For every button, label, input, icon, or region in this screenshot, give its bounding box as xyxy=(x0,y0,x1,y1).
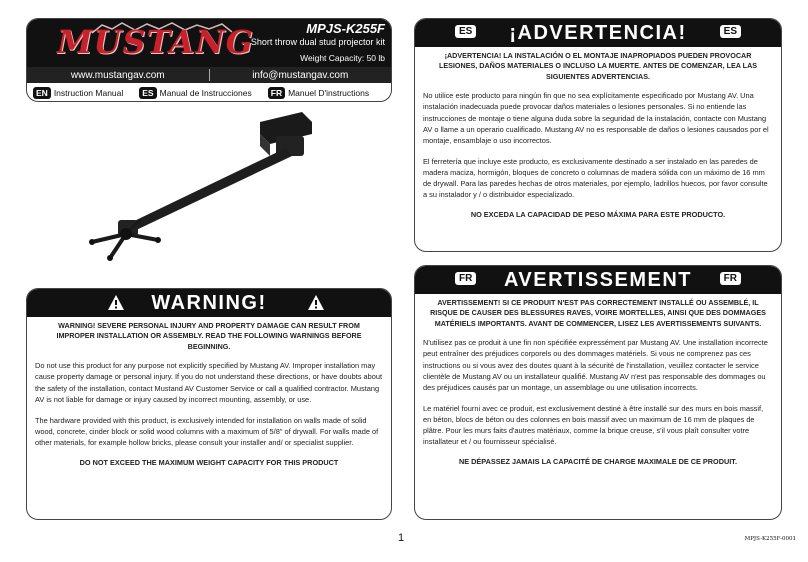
lang-label: Manuel D'instructions xyxy=(288,88,370,98)
language-list xyxy=(27,83,391,102)
warning-paragraph-2: The hardware provided with this product, is exclusively intended for installation on walls made of solid wood, concrete, cinder block or solid wood columns with a maximum of 5/8" of drywall. For walls made of other materials, for example hollow bricks, please consult your installer and/ or specialist supplier. xyxy=(35,415,379,447)
lang-badge: ES xyxy=(139,87,156,99)
document-code: MPJS-K255F-0001 xyxy=(744,536,796,542)
product-subtitle: Short throw dual stud projector kit xyxy=(250,37,385,47)
warning-paragraph-1: No utilice este producto para ningún fin que no sea explícitamente especificado por Mustang AV. Una instalación inadecuada puede provocar daños materiales o lesiones personales. Si no entiende las instrucciones de montaje o tiene alguna duda sobre la seguridad de la instalación, contacte con Mustang AV o llame a un operario cualificado. Mustang AV no es responsable de daños o lesiones causados por el montaje, ensamblaje o uso incorrectos. xyxy=(423,91,769,145)
lang-label: Instruction Manual xyxy=(53,88,124,98)
contact-bar xyxy=(27,67,391,83)
warning-final: DO NOT EXCEED THE MAXIMUM WEIGHT CAPACITY FOR THIS PRODUCT xyxy=(79,458,339,468)
lang-label: Manual de Instrucciones xyxy=(159,88,252,98)
warning-title: ¡ADVERTENCIA! xyxy=(509,21,687,44)
warning-title: WARNING! xyxy=(151,291,267,314)
lang-badge: EN xyxy=(33,87,51,99)
header-panel xyxy=(26,18,392,102)
lang-item-en xyxy=(33,87,123,99)
language-badge: ES xyxy=(455,25,476,38)
warning-panel-es xyxy=(414,18,782,252)
warning-paragraph-2: El ferretería que incluye este producto, es exclusivamente destinado a ser instalado en las paredes de madera maciza, hormigón, bloques de concreto o columnas de madera sólida con un máximo de 16 mm de drywall. Para las paredes hechas de otros materiales, por ejemplo, ladrillos huecos, por favor consulte a su instalador y / o distribuidor especializado. xyxy=(423,156,768,200)
lang-item-es xyxy=(139,87,251,99)
language-badge: ES xyxy=(720,25,741,38)
page-number: 1 xyxy=(398,532,405,544)
email-link[interactable]: info@mustangav.com xyxy=(252,69,349,81)
warning-lead: WARNING! SEVERE PERSONAL INJURY AND PROPERTY DAMAGE CAN RESULT FROM IMPROPER INSTALLATION OR ASSEMBLY. READ THE FOLLOWING WARNINGS BEFORE BEGINNING. xyxy=(56,321,362,351)
warning-final: NE DÉPASSEZ JAMAIS LA CAPACITÉ DE CHARGE MAXIMALE DE CE PRODUIT. xyxy=(459,457,737,467)
warning-header xyxy=(27,289,391,317)
website-link[interactable]: www.mustangav.com xyxy=(70,69,165,81)
language-badge: FR xyxy=(720,272,741,285)
weight-capacity: Weight Capacity: 50 lb xyxy=(300,53,385,63)
warning-final: NO EXCEDA LA CAPACIDAD DE PESO MÁXIMA PARA ESTE PRODUCTO. xyxy=(470,210,726,220)
warning-header xyxy=(415,19,781,47)
warning-triangle-icon xyxy=(107,294,125,311)
warning-lead: AVERTISSEMENT! SI CE PRODUIT N'EST PAS CORRECTEMENT INSTALLÉ OU ASSEMBLÉ, IL RISQUE DE CAUSER DES BLESSURES RAVES, VOIRE MORTELLES, AINSI QUE DES DOMMAGES MATÉRIELS IMPORTANTS. AVANT DE COMMENCER, LISEZ LES AVERTISSEMENTS SUIVANTS. xyxy=(430,298,766,328)
warning-title: AVERTISSEMENT xyxy=(503,268,693,291)
model-number: MPJS-K255F xyxy=(306,21,385,36)
warning-panel-fr xyxy=(414,265,782,520)
warning-panel-en xyxy=(26,288,392,520)
warning-paragraph-1: Do not use this product for any purpose not explicitly specified by Mustang AV. Improper installation may cause property damage or personal injury. If you do not understand these directions, or have doubts about the safety of the installation, contact Mustand AV Customer Service or call a qualified contractor. Mustang AV is not liable for damage or injury caused by incorrect mounting, assembly, or use. xyxy=(35,361,383,404)
warning-paragraph-2: Le matériel fourni avec ce produit, est exclusivement destiné à être installé sur des murs en bois massif, en béton, blocs de béton ou des colonnes en bois massif avec un maximum de 16 mm de plaques de plâtre. Pour les murs faits d'autres matériaux, comme la brique creuse, s'il vous plaît consulter votre installateur et / ou fournisseur spécialisé. xyxy=(423,403,764,447)
language-badge: FR xyxy=(455,272,476,285)
lang-badge: FR xyxy=(268,87,285,99)
warning-paragraph-1: N'utilisez pas ce produit à une fin non spécifiée expressément par Mustang AV. Une installation incorrecte peut entraîner des préjudices corporels ou des dommages matériels. Si vous ne comprenez pas ces instructions ou si vous avez des doutes quant à la sécurité de l'installation, veuillez contacter le service clientèle de Mustang AV ou un installateur qualifié. Mustang AV n'est pas responsable des dommages ou des préjudices causés par un montage, un assemblage ou une utilisation incorrects. xyxy=(423,338,768,392)
lang-item-fr xyxy=(268,87,369,99)
projector-mount-illustration xyxy=(80,108,340,278)
warning-lead: ¡ADVERTENCIA! LA INSTALACIÓN O EL MONTAJE INAPROPIADOS PUEDEN PROVOCAR LESIONES, DAÑOS MATERIALES O INCLUSO LA MUERTE. ANTES DE COMENZAR, LEA LAS SIGUIENTES ADVERTENCIAS. xyxy=(438,51,758,81)
warning-header xyxy=(415,266,781,294)
warning-triangle-icon xyxy=(307,294,325,311)
brand-logo: MUSTANG xyxy=(57,23,254,61)
header-top-bar xyxy=(27,19,391,67)
